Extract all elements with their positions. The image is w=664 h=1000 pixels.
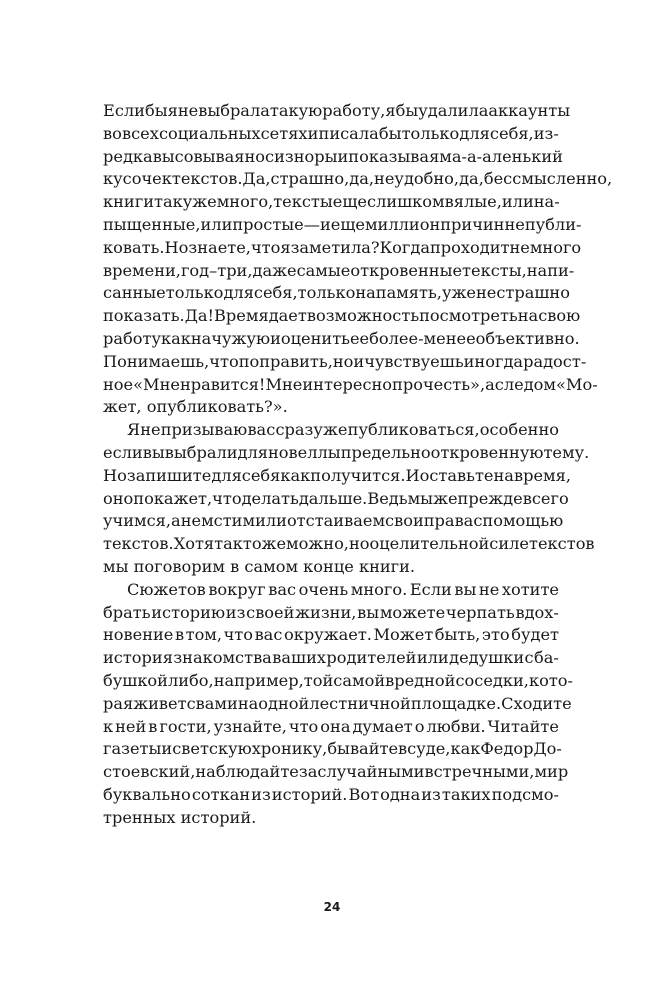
text-line: стоевский, наблюдайте за случайными встречными, мир [103, 762, 569, 782]
text-line: во всех социальных сетях и писала бы только для себя, из- [103, 123, 559, 143]
body-text [103, 100, 613, 830]
text-line: показать. Да! Время дает возможность посмотреть на свою [103, 306, 581, 326]
text-line: Сюжетов вокруг вас очень много. Если вы не хотите [127, 579, 559, 599]
text-line: текстов. Хотя так тоже можно, но о целительной силе текстов [103, 534, 595, 554]
text-line: тренных историй. [103, 807, 257, 827]
text-line: санные только для себя, только на память, уже не страшно [103, 283, 570, 303]
text-line: ковать. Но знаете, что я заметила? Когда проходит немного [103, 237, 582, 257]
text-line: работу как на чужую и оценить ее более-менее объективно. [103, 328, 580, 348]
paragraph [103, 419, 595, 579]
text-line: ное «Мне нравится! Мне интересно прочесть», а следом «Мо- [103, 374, 598, 394]
text-line: жет, опубликовать?». [103, 397, 288, 417]
text-line: книг и так уже много, тексты еще слишком вялые, или на- [103, 192, 560, 212]
text-line: Я не призываю вас сразу же публиковаться, особенно [127, 420, 559, 440]
text-line: к ней в гости, узнайте, что она думает о любви. Читайте [103, 716, 559, 736]
text-line: Если бы я не выбрала такую работу, я бы удалила аккаунты [103, 101, 571, 120]
text-line: мы поговорим в самом конце книги. [103, 556, 416, 576]
text-line: рая живет с вами на одной лестничной площадке. Сходите [103, 693, 572, 713]
text-line: буквально соткан из историй. Вот одна из таких подсмо- [103, 784, 559, 804]
text-line: если вы выбрали для новеллы предельно откровенную тему. [103, 442, 590, 462]
text-line: времени, год–три, даже самые откровенные тексты, напи- [103, 260, 575, 280]
text-line: Понимаешь, что поправить, но и чувствуешь иногда радост- [103, 351, 587, 371]
text-line: Но запишите для себя как получится. И оставьте на время, [103, 465, 571, 485]
text-line: учимся, а не мстим или отстаиваем свои права с помощью [103, 511, 564, 531]
text-line: редка высовывая нос из норы и показывая ма-а-аленький [103, 146, 563, 166]
text-line: новение в том, что вас окружает. Может быть, это будет [103, 625, 559, 645]
text-line: история знакомства ваших родителей или дедушки с ба- [103, 648, 559, 668]
text-line: брать историю из своей жизни, вы можете черпать вдох- [103, 602, 559, 622]
paragraph [103, 100, 613, 419]
paragraph [103, 579, 573, 830]
text-line: бушкой либо, например, той самой вредной соседки, кото- [103, 670, 573, 690]
text-line: пыщенные, или простые — и еще миллион причин не публи- [103, 214, 582, 234]
text-line: газеты и светскую хронику, бывайте в суде, как Федор До- [103, 739, 562, 759]
page-number: 24 [323, 900, 341, 914]
text-line: кусочек текстов. Да, страшно, да, неудобно, да, бессмысленно, [103, 169, 613, 189]
text-line: оно покажет, что делать дальше. Ведь мы же прежде всего [103, 488, 569, 508]
